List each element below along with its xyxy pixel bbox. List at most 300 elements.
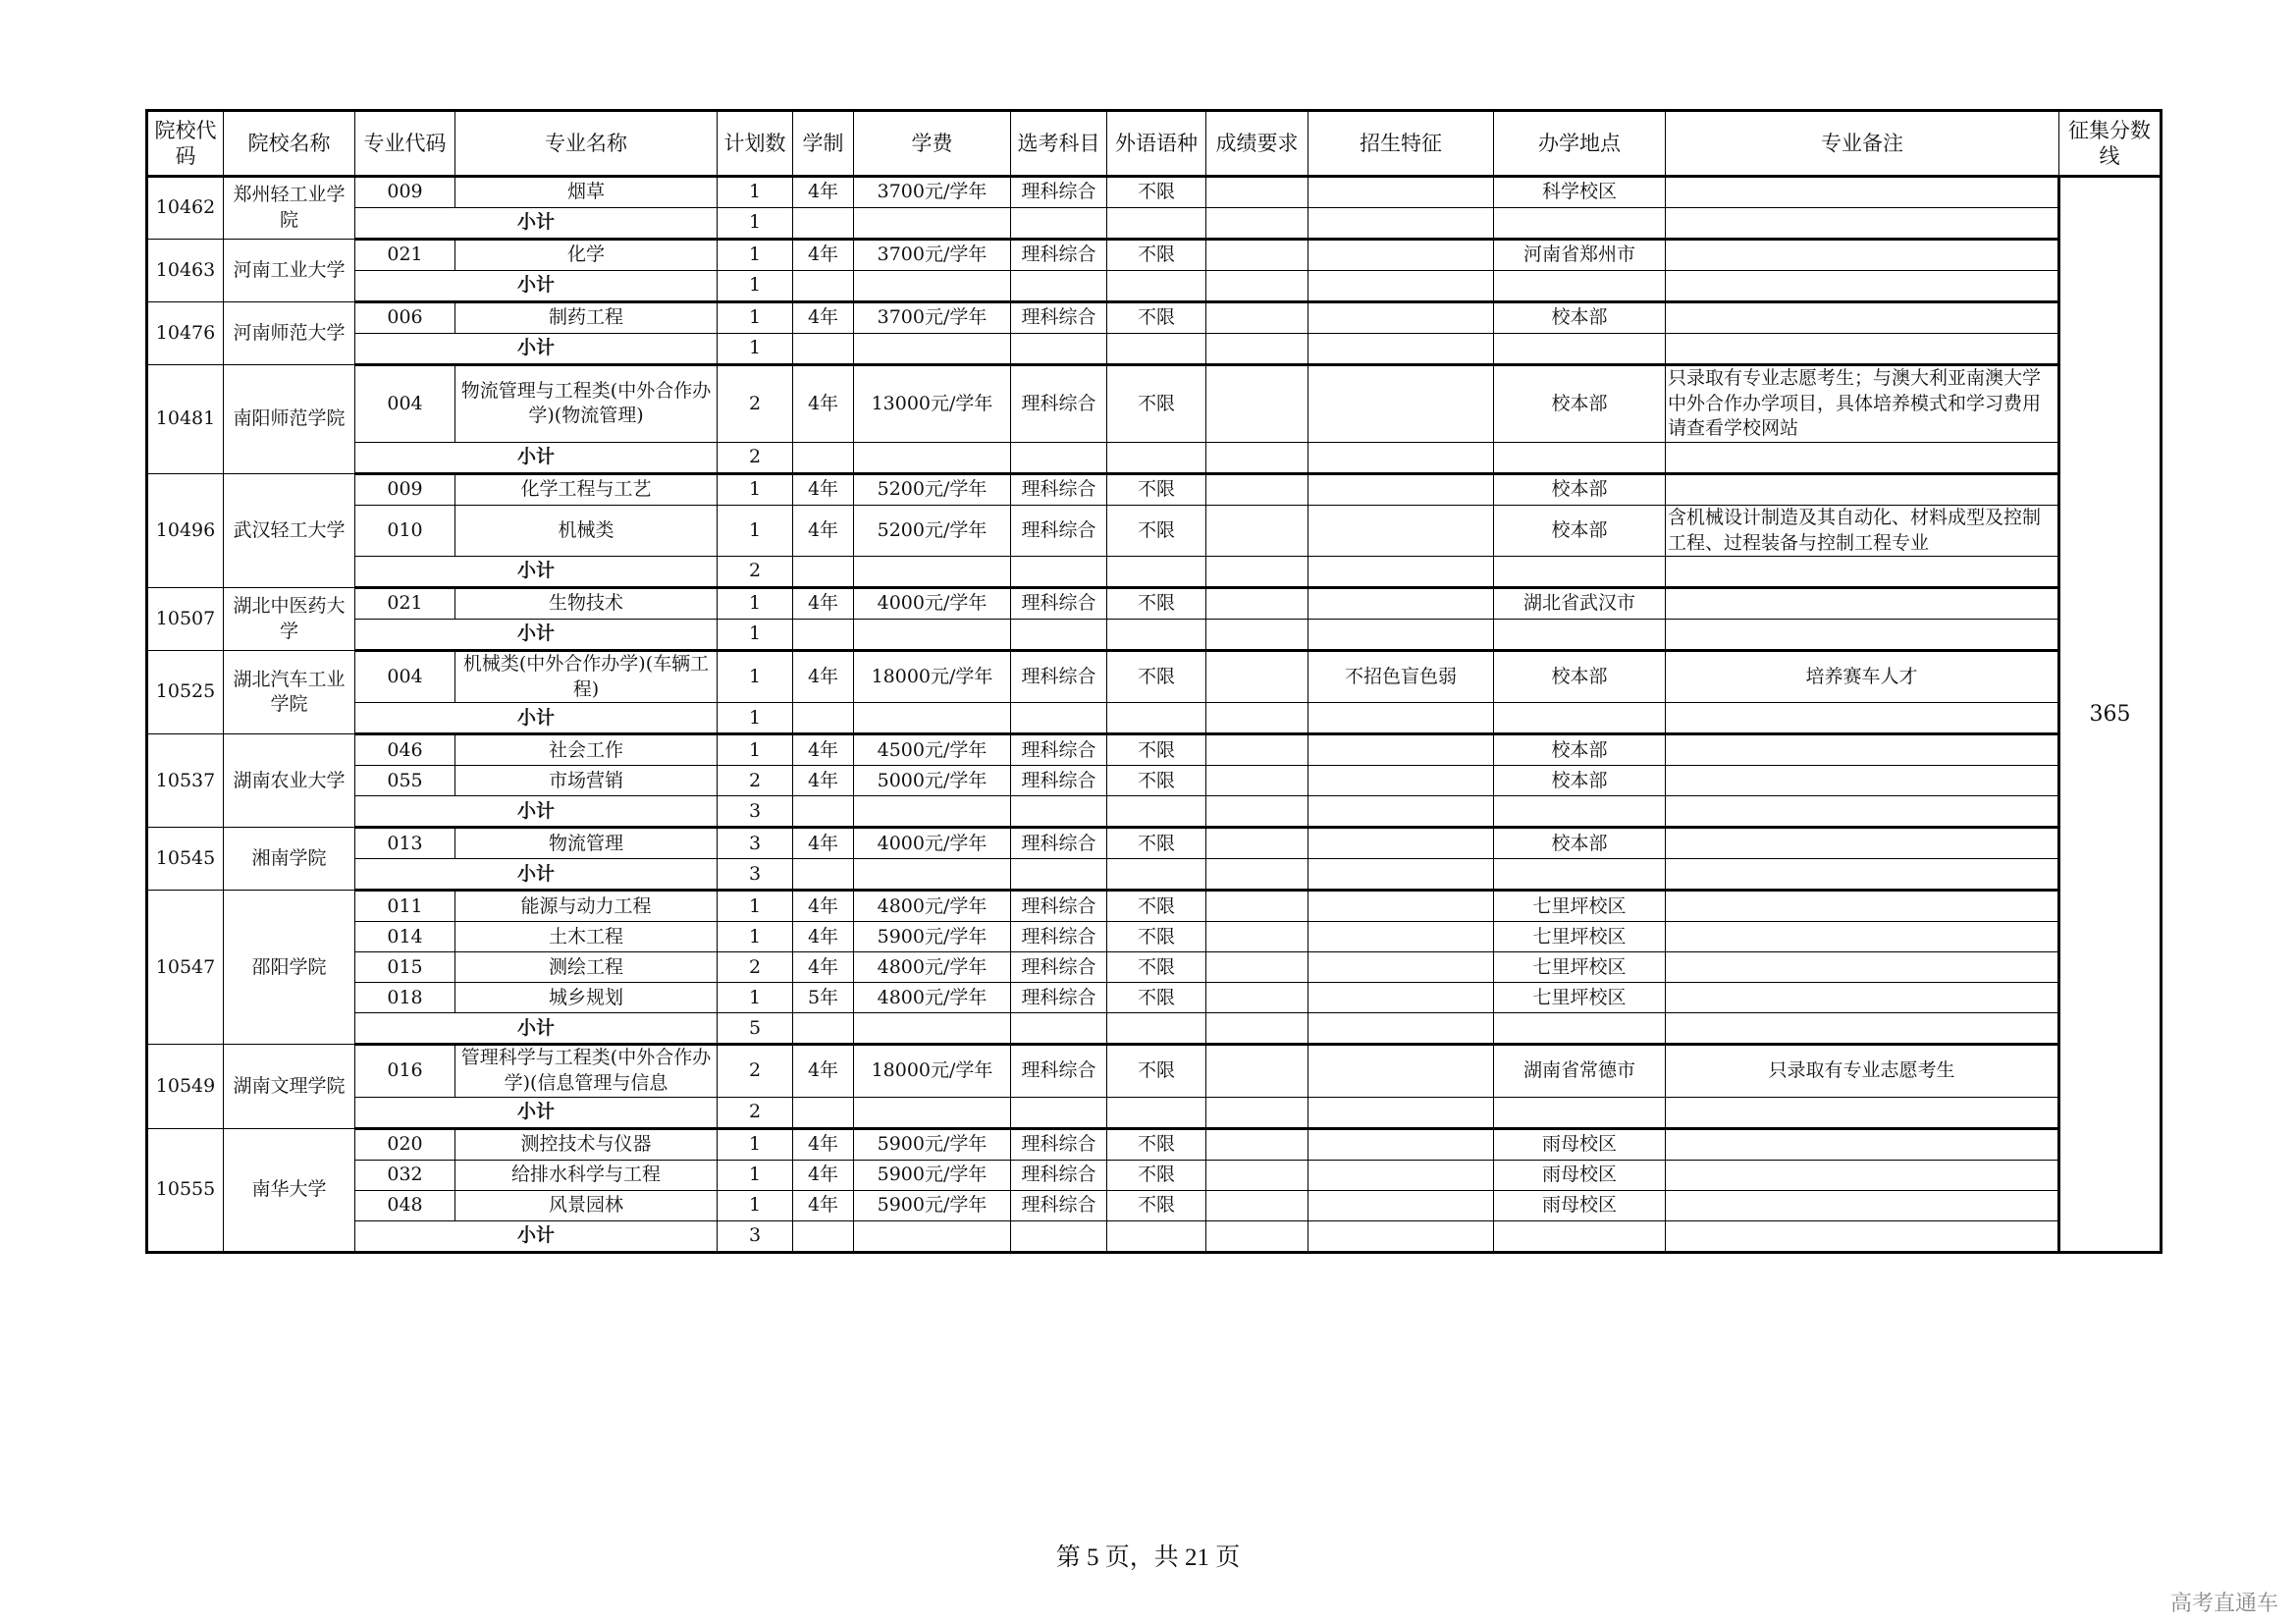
campus-location-cell: 校本部	[1494, 302, 1666, 334]
subtotal-row	[147, 620, 2162, 651]
subtotal-value: 2	[718, 442, 793, 473]
table-row	[147, 177, 2162, 208]
table-row	[147, 505, 2162, 556]
foreign-language-cell: 不限	[1107, 177, 1206, 208]
grade-requirement-cell	[1206, 766, 1308, 796]
major-note-cell	[1666, 302, 2059, 334]
major-code-cell: 013	[355, 828, 455, 859]
duration-cell: 4年	[793, 766, 854, 796]
campus-location-cell: 湖南省常德市	[1494, 1045, 1666, 1097]
empty-cell	[854, 557, 1011, 588]
elective-subject-cell: 理科综合	[1011, 828, 1107, 859]
grade-requirement-cell	[1206, 983, 1308, 1013]
tuition-cell: 5200元/学年	[854, 473, 1011, 505]
school-code-cell: 10547	[147, 891, 224, 1045]
major-code-cell: 009	[355, 177, 455, 208]
empty-cell	[1666, 334, 2059, 365]
major-code-cell: 016	[355, 1045, 455, 1097]
empty-cell	[1107, 1220, 1206, 1252]
campus-location-cell: 河南省郑州市	[1494, 240, 1666, 271]
empty-cell	[1494, 271, 1666, 302]
tuition-cell: 3700元/学年	[854, 302, 1011, 334]
tuition-cell: 4800元/学年	[854, 891, 1011, 922]
school-name-cell: 邵阳学院	[224, 891, 355, 1045]
major-name-cell: 能源与动力工程	[455, 891, 718, 922]
foreign-language-cell: 不限	[1107, 983, 1206, 1013]
empty-cell	[793, 796, 854, 828]
school-name-cell: 湖南文理学院	[224, 1045, 355, 1128]
admission-feature-cell	[1308, 1045, 1494, 1097]
empty-cell	[793, 271, 854, 302]
empty-cell	[793, 859, 854, 891]
subtotal-value: 2	[718, 1097, 793, 1128]
admission-feature-cell	[1308, 891, 1494, 922]
empty-cell	[1206, 334, 1308, 365]
elective-subject-cell: 理科综合	[1011, 473, 1107, 505]
subtotal-row	[147, 859, 2162, 891]
empty-cell	[1308, 271, 1494, 302]
duration-cell: 4年	[793, 177, 854, 208]
table-row	[147, 651, 2162, 703]
grade-requirement-cell	[1206, 734, 1308, 766]
plan-count-cell: 1	[718, 588, 793, 620]
major-name-cell: 测绘工程	[455, 952, 718, 983]
empty-cell	[793, 1097, 854, 1128]
empty-cell	[1011, 208, 1107, 240]
school-name-cell: 武汉轻工大学	[224, 473, 355, 587]
duration-cell: 4年	[793, 922, 854, 952]
table-row	[147, 240, 2162, 271]
empty-cell	[1107, 271, 1206, 302]
empty-cell	[1206, 271, 1308, 302]
elective-subject-cell: 理科综合	[1011, 505, 1107, 556]
subtotal-value: 3	[718, 859, 793, 891]
empty-cell	[1308, 208, 1494, 240]
empty-cell	[854, 859, 1011, 891]
elective-subject-cell: 理科综合	[1011, 983, 1107, 1013]
subtotal-label: 小计	[355, 703, 718, 734]
major-note-cell	[1666, 240, 2059, 271]
duration-cell: 4年	[793, 1160, 854, 1190]
foreign-language-cell: 不限	[1107, 828, 1206, 859]
empty-cell	[1107, 208, 1206, 240]
school-code-cell: 10507	[147, 588, 224, 651]
major-note-cell	[1666, 177, 2059, 208]
foreign-language-cell: 不限	[1107, 891, 1206, 922]
foreign-language-cell: 不限	[1107, 1160, 1206, 1190]
admission-feature-cell	[1308, 1190, 1494, 1220]
empty-cell	[1107, 620, 1206, 651]
tuition-cell: 4500元/学年	[854, 734, 1011, 766]
campus-location-cell: 雨母校区	[1494, 1160, 1666, 1190]
admission-feature-cell	[1308, 473, 1494, 505]
campus-location-cell: 雨母校区	[1494, 1190, 1666, 1220]
campus-location-cell: 七里坪校区	[1494, 922, 1666, 952]
subtotal-row	[147, 271, 2162, 302]
duration-cell: 4年	[793, 828, 854, 859]
tuition-cell: 5900元/学年	[854, 1190, 1011, 1220]
duration-cell: 4年	[793, 1128, 854, 1160]
table-body	[147, 177, 2162, 1253]
major-name-cell: 测控技术与仪器	[455, 1128, 718, 1160]
empty-cell	[854, 334, 1011, 365]
major-name-cell: 社会工作	[455, 734, 718, 766]
subtotal-row	[147, 442, 2162, 473]
major-code-cell: 011	[355, 891, 455, 922]
table-row	[147, 828, 2162, 859]
major-note-cell	[1666, 766, 2059, 796]
duration-cell: 4年	[793, 1045, 854, 1097]
subtotal-label: 小计	[355, 1013, 718, 1045]
admission-feature-cell	[1308, 240, 1494, 271]
major-name-cell: 生物技术	[455, 588, 718, 620]
major-name-cell: 机械类	[455, 505, 718, 556]
major-code-cell: 048	[355, 1190, 455, 1220]
school-name-cell: 南华大学	[224, 1128, 355, 1252]
table-row	[147, 766, 2162, 796]
empty-cell	[1206, 859, 1308, 891]
major-code-cell: 021	[355, 240, 455, 271]
foreign-language-cell: 不限	[1107, 473, 1206, 505]
plan-count-cell: 1	[718, 922, 793, 952]
empty-cell	[854, 1013, 1011, 1045]
major-note-cell	[1666, 983, 2059, 1013]
empty-cell	[1308, 1097, 1494, 1128]
elective-subject-cell: 理科综合	[1011, 891, 1107, 922]
subtotal-value: 1	[718, 208, 793, 240]
duration-cell: 4年	[793, 473, 854, 505]
tuition-cell: 5900元/学年	[854, 922, 1011, 952]
admission-feature-cell	[1308, 588, 1494, 620]
table-row	[147, 1190, 2162, 1220]
campus-location-cell: 七里坪校区	[1494, 952, 1666, 983]
elective-subject-cell: 理科综合	[1011, 766, 1107, 796]
subtotal-label: 小计	[355, 1220, 718, 1252]
empty-cell	[854, 620, 1011, 651]
empty-cell	[1494, 796, 1666, 828]
empty-cell	[1494, 859, 1666, 891]
empty-cell	[1206, 208, 1308, 240]
header-major-code: 专业代码	[355, 111, 455, 177]
header-major-note: 专业备注	[1666, 111, 2059, 177]
major-name-cell: 土木工程	[455, 922, 718, 952]
table-row	[147, 922, 2162, 952]
plan-count-cell: 2	[718, 766, 793, 796]
empty-cell	[1011, 796, 1107, 828]
empty-cell	[1206, 1220, 1308, 1252]
major-note-cell: 含机械设计制造及其自动化、材料成型及控制工程、过程装备与控制工程专业	[1666, 505, 2059, 556]
empty-cell	[1107, 334, 1206, 365]
header-grade-requirement: 成绩要求	[1206, 111, 1308, 177]
tuition-cell: 3700元/学年	[854, 240, 1011, 271]
subtotal-row	[147, 1013, 2162, 1045]
school-name-cell: 郑州轻工业学院	[224, 177, 355, 240]
major-code-cell: 055	[355, 766, 455, 796]
major-name-cell: 烟草	[455, 177, 718, 208]
campus-location-cell: 校本部	[1494, 505, 1666, 556]
empty-cell	[1666, 271, 2059, 302]
foreign-language-cell: 不限	[1107, 952, 1206, 983]
foreign-language-cell: 不限	[1107, 240, 1206, 271]
grade-requirement-cell	[1206, 952, 1308, 983]
table-row	[147, 1128, 2162, 1160]
empty-cell	[854, 442, 1011, 473]
major-note-cell: 只录取有专业志愿考生；与澳大利亚南澳大学中外合作办学项目，具体培养模式和学习费用请查看学校网站	[1666, 365, 2059, 443]
empty-cell	[1206, 442, 1308, 473]
subtotal-row	[147, 703, 2162, 734]
empty-cell	[1494, 1097, 1666, 1128]
major-note-cell	[1666, 922, 2059, 952]
header-admission-feature: 招生特征	[1308, 111, 1494, 177]
campus-location-cell: 校本部	[1494, 766, 1666, 796]
header-campus-location: 办学地点	[1494, 111, 1666, 177]
empty-cell	[1308, 442, 1494, 473]
major-name-cell: 城乡规划	[455, 983, 718, 1013]
empty-cell	[1107, 442, 1206, 473]
subtotal-label: 小计	[355, 442, 718, 473]
major-note-cell	[1666, 952, 2059, 983]
duration-cell: 4年	[793, 365, 854, 443]
header-tuition: 学费	[854, 111, 1011, 177]
tuition-cell: 3700元/学年	[854, 177, 1011, 208]
campus-location-cell: 校本部	[1494, 651, 1666, 703]
tuition-cell: 5900元/学年	[854, 1128, 1011, 1160]
empty-cell	[1308, 620, 1494, 651]
school-code-cell: 10463	[147, 240, 224, 302]
campus-location-cell: 校本部	[1494, 473, 1666, 505]
plan-count-cell: 1	[718, 302, 793, 334]
admission-feature-cell	[1308, 177, 1494, 208]
subtotal-row	[147, 557, 2162, 588]
duration-cell: 4年	[793, 240, 854, 271]
school-name-cell: 河南师范大学	[224, 302, 355, 365]
empty-cell	[1308, 1220, 1494, 1252]
grade-requirement-cell	[1206, 1045, 1308, 1097]
empty-cell	[1206, 1013, 1308, 1045]
major-code-cell: 015	[355, 952, 455, 983]
admission-feature-cell	[1308, 922, 1494, 952]
elective-subject-cell: 理科综合	[1011, 734, 1107, 766]
duration-cell: 4年	[793, 302, 854, 334]
duration-cell: 5年	[793, 983, 854, 1013]
elective-subject-cell: 理科综合	[1011, 177, 1107, 208]
admission-feature-cell	[1308, 1128, 1494, 1160]
empty-cell	[1308, 859, 1494, 891]
campus-location-cell: 雨母校区	[1494, 1128, 1666, 1160]
empty-cell	[1494, 1013, 1666, 1045]
header-duration: 学制	[793, 111, 854, 177]
major-name-cell: 化学	[455, 240, 718, 271]
major-note-cell: 只录取有专业志愿考生	[1666, 1045, 2059, 1097]
empty-cell	[793, 208, 854, 240]
table-row	[147, 734, 2162, 766]
campus-location-cell: 七里坪校区	[1494, 891, 1666, 922]
plan-count-cell: 2	[718, 365, 793, 443]
foreign-language-cell: 不限	[1107, 505, 1206, 556]
subtotal-label: 小计	[355, 334, 718, 365]
empty-cell	[1206, 557, 1308, 588]
admission-feature-cell	[1308, 734, 1494, 766]
school-code-cell: 10555	[147, 1128, 224, 1252]
major-note-cell	[1666, 734, 2059, 766]
elective-subject-cell: 理科综合	[1011, 1160, 1107, 1190]
duration-cell: 4年	[793, 734, 854, 766]
watermark: 高考直通车	[2169, 1592, 2278, 1616]
empty-cell	[1494, 557, 1666, 588]
major-code-cell: 009	[355, 473, 455, 505]
admission-feature-cell	[1308, 983, 1494, 1013]
tuition-cell: 5200元/学年	[854, 505, 1011, 556]
grade-requirement-cell	[1206, 651, 1308, 703]
plan-count-cell: 1	[718, 1190, 793, 1220]
grade-requirement-cell	[1206, 302, 1308, 334]
major-note-cell	[1666, 891, 2059, 922]
admission-feature-cell	[1308, 505, 1494, 556]
empty-cell	[1308, 1013, 1494, 1045]
table-header-row	[147, 111, 2162, 177]
page-footer: 第 5 页，共 21 页	[1055, 1544, 1241, 1571]
plan-count-cell: 3	[718, 828, 793, 859]
major-code-cell: 021	[355, 588, 455, 620]
empty-cell	[1308, 796, 1494, 828]
empty-cell	[1011, 1097, 1107, 1128]
campus-location-cell: 校本部	[1494, 828, 1666, 859]
major-name-cell: 机械类(中外合作办学)(车辆工程)	[455, 651, 718, 703]
grade-requirement-cell	[1206, 240, 1308, 271]
empty-cell	[854, 208, 1011, 240]
table-row	[147, 473, 2162, 505]
empty-cell	[1011, 1013, 1107, 1045]
subtotal-label: 小计	[355, 1097, 718, 1128]
elective-subject-cell: 理科综合	[1011, 240, 1107, 271]
major-code-cell: 018	[355, 983, 455, 1013]
subtotal-label: 小计	[355, 557, 718, 588]
major-code-cell: 046	[355, 734, 455, 766]
major-code-cell: 006	[355, 302, 455, 334]
duration-cell: 4年	[793, 588, 854, 620]
major-note-cell: 培养赛车人才	[1666, 651, 2059, 703]
school-code-cell: 10476	[147, 302, 224, 365]
empty-cell	[1494, 620, 1666, 651]
tuition-cell: 4800元/学年	[854, 983, 1011, 1013]
duration-cell: 4年	[793, 505, 854, 556]
empty-cell	[1308, 703, 1494, 734]
major-code-cell: 020	[355, 1128, 455, 1160]
empty-cell	[1011, 557, 1107, 588]
table-row	[147, 588, 2162, 620]
school-name-cell: 湖北汽车工业学院	[224, 651, 355, 734]
campus-location-cell: 科学校区	[1494, 177, 1666, 208]
plan-count-cell: 1	[718, 505, 793, 556]
empty-cell	[1666, 557, 2059, 588]
plan-count-cell: 1	[718, 1128, 793, 1160]
plan-count-cell: 1	[718, 177, 793, 208]
admission-plan-table	[145, 109, 2163, 1254]
header-school-code: 院校代码	[147, 111, 224, 177]
empty-cell	[793, 620, 854, 651]
admission-feature-cell	[1308, 828, 1494, 859]
elective-subject-cell: 理科综合	[1011, 922, 1107, 952]
subtotal-label: 小计	[355, 208, 718, 240]
elective-subject-cell: 理科综合	[1011, 651, 1107, 703]
plan-count-cell: 1	[718, 473, 793, 505]
subtotal-value: 5	[718, 1013, 793, 1045]
plan-count-cell: 1	[718, 1160, 793, 1190]
subtotal-value: 1	[718, 271, 793, 302]
empty-cell	[1107, 859, 1206, 891]
empty-cell	[1308, 334, 1494, 365]
campus-location-cell: 七里坪校区	[1494, 983, 1666, 1013]
empty-cell	[1206, 796, 1308, 828]
elective-subject-cell: 理科综合	[1011, 588, 1107, 620]
subtotal-value: 3	[718, 1220, 793, 1252]
cutoff-score-cell: 365	[2059, 177, 2162, 1253]
grade-requirement-cell	[1206, 922, 1308, 952]
plan-count-cell: 1	[718, 983, 793, 1013]
duration-cell: 4年	[793, 952, 854, 983]
foreign-language-cell: 不限	[1107, 1045, 1206, 1097]
major-note-cell	[1666, 828, 2059, 859]
foreign-language-cell: 不限	[1107, 365, 1206, 443]
table-row	[147, 952, 2162, 983]
major-code-cell: 010	[355, 505, 455, 556]
empty-cell	[854, 703, 1011, 734]
header-major-name: 专业名称	[455, 111, 718, 177]
school-name-cell: 湘南学院	[224, 828, 355, 891]
empty-cell	[793, 1013, 854, 1045]
foreign-language-cell: 不限	[1107, 922, 1206, 952]
empty-cell	[1011, 442, 1107, 473]
major-note-cell	[1666, 1190, 2059, 1220]
duration-cell: 4年	[793, 891, 854, 922]
empty-cell	[1494, 1220, 1666, 1252]
plan-count-cell: 1	[718, 240, 793, 271]
foreign-language-cell: 不限	[1107, 651, 1206, 703]
subtotal-label: 小计	[355, 271, 718, 302]
foreign-language-cell: 不限	[1107, 1190, 1206, 1220]
grade-requirement-cell	[1206, 365, 1308, 443]
empty-cell	[1666, 1097, 2059, 1128]
header-elective-subject: 选考科目	[1011, 111, 1107, 177]
tuition-cell: 13000元/学年	[854, 365, 1011, 443]
empty-cell	[854, 1097, 1011, 1128]
subtotal-value: 1	[718, 703, 793, 734]
empty-cell	[1206, 1097, 1308, 1128]
plan-count-cell: 1	[718, 651, 793, 703]
grade-requirement-cell	[1206, 891, 1308, 922]
empty-cell	[854, 796, 1011, 828]
empty-cell	[1011, 334, 1107, 365]
empty-cell	[1494, 334, 1666, 365]
plan-count-cell: 1	[718, 891, 793, 922]
subtotal-row	[147, 334, 2162, 365]
major-name-cell: 物流管理	[455, 828, 718, 859]
empty-cell	[793, 557, 854, 588]
empty-cell	[1011, 1220, 1107, 1252]
major-note-cell	[1666, 588, 2059, 620]
duration-cell: 4年	[793, 1190, 854, 1220]
major-code-cell: 004	[355, 651, 455, 703]
table-row	[147, 1045, 2162, 1097]
tuition-cell: 18000元/学年	[854, 651, 1011, 703]
tuition-cell: 18000元/学年	[854, 1045, 1011, 1097]
empty-cell	[1494, 208, 1666, 240]
subtotal-label: 小计	[355, 859, 718, 891]
major-note-cell	[1666, 473, 2059, 505]
empty-cell	[1666, 1220, 2059, 1252]
empty-cell	[1206, 620, 1308, 651]
major-note-cell	[1666, 1160, 2059, 1190]
